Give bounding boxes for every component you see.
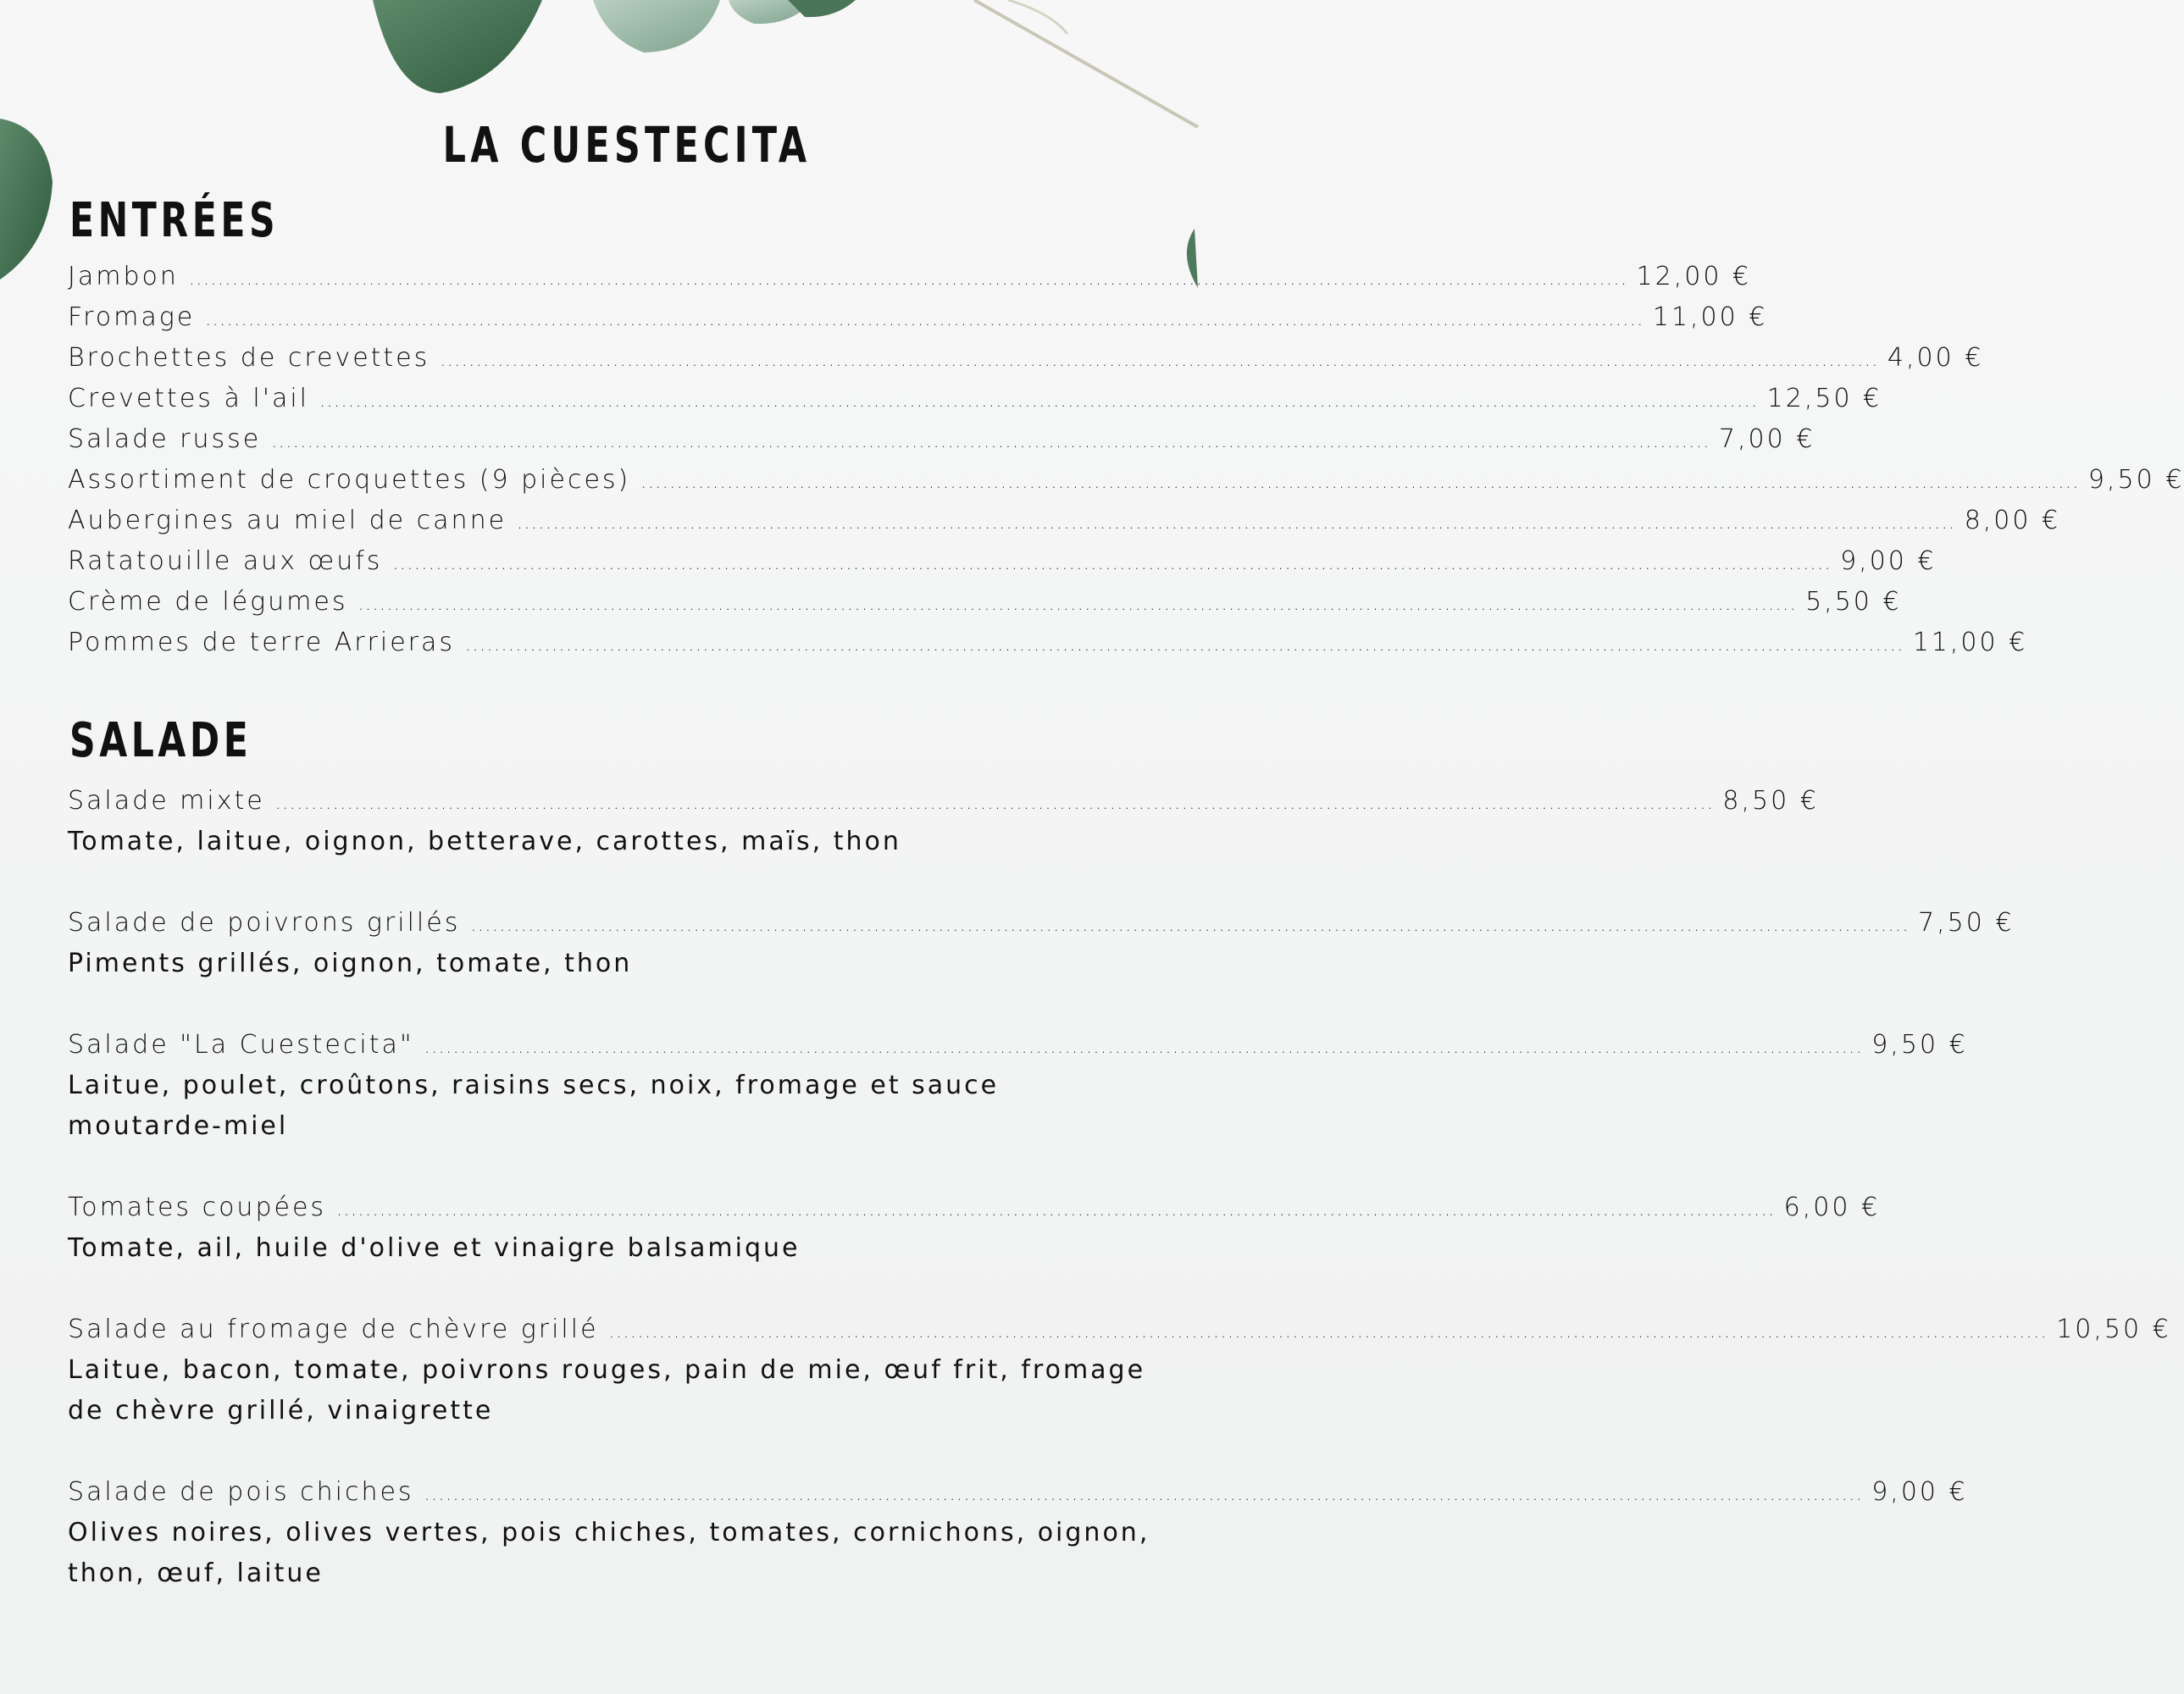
item-name: Assortiment de croquettes (9 pièces): [68, 465, 631, 495]
item-price: 10,50 €: [2056, 1315, 2171, 1344]
item-price: 8,50 €: [1722, 786, 1819, 816]
menu-item: [68, 781, 1819, 822]
item-name: Pommes de terre Arrieras: [68, 628, 456, 657]
dot-leader: ........................................................................................................................................................................................................: [470, 915, 1910, 936]
menu-item: [68, 419, 1815, 460]
item-name: Salade de pois chiches: [68, 1477, 414, 1507]
restaurant-title: LA CUESTECITA: [442, 116, 812, 174]
item-name: Fromage: [68, 302, 196, 332]
item-name: Salade de poivrons grillés: [68, 908, 461, 938]
dot-leader: ........................................................................................................................................................................................................: [465, 634, 1904, 656]
leaf-icon: [593, 0, 720, 53]
dot-leader: ........................................................................................................................................................................................................: [188, 268, 1628, 290]
stem-icon: [974, 0, 1198, 127]
item-price: 9,50 €: [1871, 1030, 1968, 1060]
item-name: Ratatouille aux œufs: [68, 546, 383, 576]
item-price: 7,00 €: [1718, 424, 1815, 454]
item-price: 5,50 €: [1805, 587, 1902, 617]
menu-item: [68, 541, 1937, 582]
section-title-entrees: ENTRÉES: [69, 193, 280, 248]
item-description: Tomate, laitue, oignon, betterave, carottes, maïs, thon: [68, 827, 901, 856]
item-description: de chèvre grillé, vinaigrette: [68, 1396, 494, 1426]
dot-leader: ........................................................................................................................................................................................................: [640, 472, 2080, 493]
item-description: Laitue, poulet, croûtons, raisins secs, noix, fromage et sauce: [68, 1071, 1000, 1100]
leaf-icon: [788, 0, 856, 17]
dot-leader: ........................................................................................................................................................................................................: [440, 350, 1879, 371]
item-description: Piments grillés, oignon, tomate, thon: [68, 949, 633, 978]
item-price: 11,00 €: [1652, 302, 1768, 332]
item-price: 4,00 €: [1887, 343, 1984, 373]
item-name: Crème de légumes: [68, 587, 348, 617]
menu-item: [68, 1309, 2171, 1350]
menu-item: [68, 501, 2061, 541]
dot-leader: ........................................................................................................................................................................................................: [517, 512, 1956, 534]
item-name: Aubergines au miel de canne: [68, 506, 507, 535]
dot-leader: ........................................................................................................................................................................................................: [274, 793, 1715, 814]
salade-list: [68, 781, 2171, 1635]
salad-item: [68, 1187, 1881, 1269]
entrees-list: [68, 257, 2184, 663]
item-description: Tomate, ail, huile d'olive et vinaigre balsamique: [68, 1233, 801, 1263]
salad-item: [68, 1472, 1968, 1594]
dot-leader: ........................................................................................................................................................................................................: [424, 1037, 1864, 1058]
dot-leader: ........................................................................................................................................................................................................: [392, 553, 1832, 574]
item-name: Salade mixte: [68, 786, 265, 816]
dot-leader: ........................................................................................................................................................................................................: [424, 1484, 1864, 1505]
salad-item: [68, 903, 2015, 984]
item-price: 12,00 €: [1636, 262, 1752, 291]
item-description: Olives noires, olives vertes, pois chiches, tomates, cornichons, oignon,: [68, 1518, 1150, 1547]
menu-item: [68, 582, 1902, 623]
salad-item: [68, 1309, 2171, 1431]
stem-icon: [1008, 0, 1067, 34]
dot-leader: ........................................................................................................................................................................................................: [336, 1199, 1776, 1221]
item-name: Jambon: [68, 262, 179, 291]
item-description: Laitue, bacon, tomate, poivrons rouges, pain de mie, œuf frit, fromage: [68, 1355, 1146, 1385]
item-description: thon, œuf, laitue: [68, 1558, 324, 1588]
item-price: 6,00 €: [1783, 1193, 1881, 1222]
item-price: 9,50 €: [2087, 465, 2184, 495]
item-price: 7,50 €: [1917, 908, 2015, 938]
item-price: 9,00 €: [1840, 546, 1937, 576]
item-name: Crevettes à l'ail: [68, 384, 309, 413]
item-name: Tomates coupées: [68, 1193, 327, 1222]
item-name: Salade au fromage de chèvre grillé: [68, 1315, 599, 1344]
menu-item: [68, 903, 2015, 944]
item-price: 8,00 €: [1964, 506, 2061, 535]
salad-item: [68, 781, 1819, 862]
item-name: Salade "La Cuestecita": [68, 1030, 414, 1060]
item-name: Brochettes de crevettes: [68, 343, 430, 373]
item-price: 11,00 €: [1912, 628, 2028, 657]
menu-item: [68, 379, 1882, 419]
menu-item: [68, 1472, 1968, 1513]
dot-leader: ........................................................................................................................................................................................................: [358, 594, 1798, 615]
item-name: Salade russe: [68, 424, 262, 454]
menu-item: [68, 1187, 1881, 1228]
leaf-icon: [0, 119, 53, 280]
dot-leader: ........................................................................................................................................................................................................: [608, 1321, 2048, 1342]
dot-leader: ........................................................................................................................................................................................................: [205, 309, 1644, 330]
menu-item: [68, 460, 2184, 501]
menu-item: [68, 623, 2028, 663]
item-price: 9,00 €: [1871, 1477, 1968, 1507]
salad-item: [68, 1025, 1968, 1147]
item-description: moutarde-miel: [68, 1111, 289, 1141]
menu-item: [68, 338, 1984, 379]
dot-leader: ........................................................................................................................................................................................................: [319, 390, 1759, 412]
leaf-icon: [373, 0, 542, 93]
dot-leader: ........................................................................................................................................................................................................: [271, 431, 1710, 452]
menu-item: [68, 257, 1752, 297]
menu-item: [68, 1025, 1968, 1066]
section-title-salade: SALADE: [69, 713, 252, 768]
menu-item: [68, 297, 1768, 338]
item-price: 12,50 €: [1766, 384, 1882, 413]
